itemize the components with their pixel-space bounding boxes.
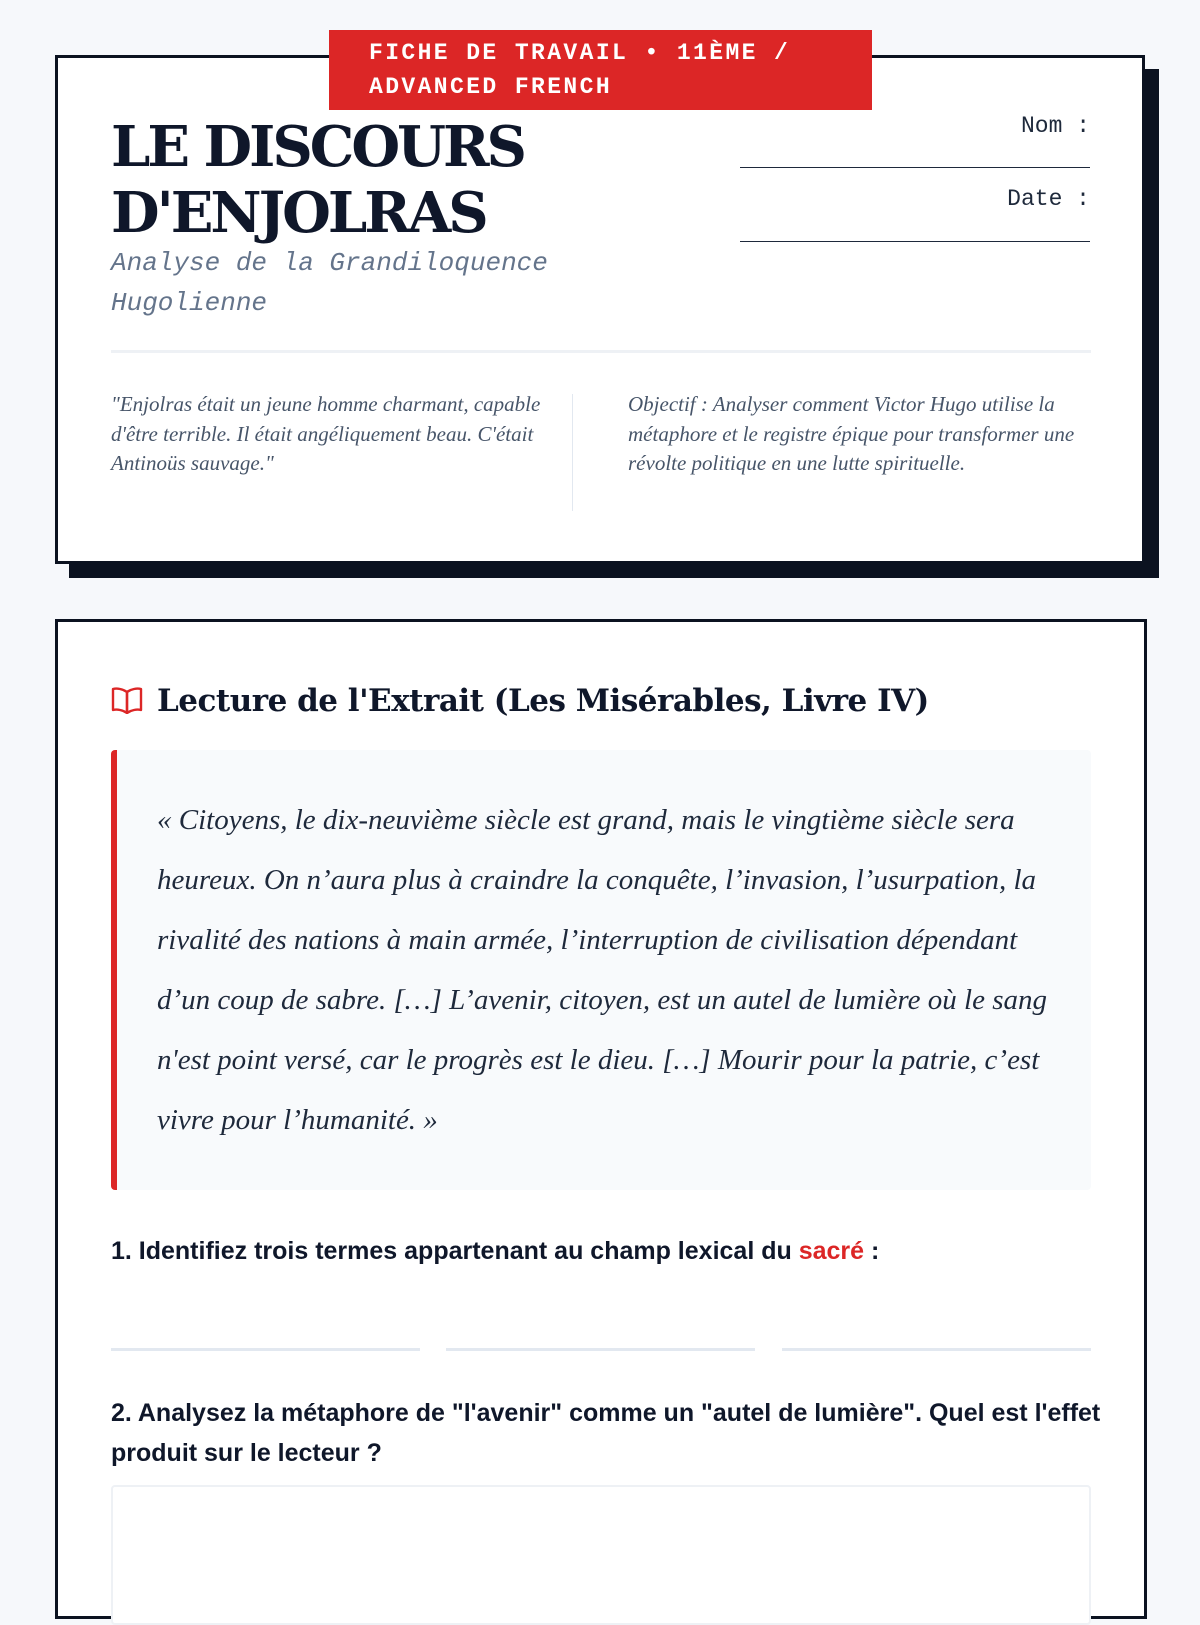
question-1-highlight: sacré [798, 1237, 865, 1265]
page-subtitle: Analyse de la Grandiloquence Hugolienne [111, 248, 548, 318]
book-open-icon [111, 686, 143, 714]
enjolras-quote: "Enjolras était un jeune homme charmant, capable d'être terrible. Il était angéliquement beau. C'était Antinoüs sauvage." [111, 392, 541, 475]
date-field[interactable] [740, 241, 1090, 242]
excerpt-text: « Citoyens, le dix-neuvième siècle est grand, mais le vingtième siècle sera heureux. On n’aura plus à craindre la conquête, l’invasion, l’usurpation, la rivalité des nations à main armée, l’interruption de civilisation dépendant d’un coup de sabre. […] L’avenir, citoyen, est un autel de lumière où le sang n'est point versé, car le progrès est le dieu. […] Mourir pour la patrie, c’est vivre pour l’humanité. » [157, 804, 1047, 1136]
answer-box-2[interactable] [111, 1485, 1091, 1625]
column-divider [572, 394, 573, 511]
page-title: LE DISCOURS D'ENJOLRAS [111, 114, 524, 246]
date-label: Date : [1007, 186, 1090, 212]
question-1 [111, 1234, 879, 1268]
answer-line-2[interactable] [446, 1348, 755, 1351]
objective-text: Objectif : Analyser comment Victor Hugo utilise la métaphore et le registre épique pour transformer une révolte politique en une lutte spirituelle. [628, 392, 1075, 475]
worksheet-tag: FICHE DE TRAVAIL • 11ÈME / ADVANCED FRENCH [329, 30, 872, 110]
answer-line-3[interactable] [782, 1348, 1091, 1351]
name-label: Nom : [1020, 113, 1090, 139]
answer-line-1[interactable] [111, 1348, 420, 1351]
question-1-prefix: 1. Identifiez trois termes appartenant au champ lexical du [111, 1237, 799, 1265]
section-title: Lecture de l'Extrait (Les Misérables, Livre IV) [157, 683, 929, 719]
question-1-suffix: : [864, 1237, 880, 1265]
header-divider [111, 350, 1091, 353]
name-field[interactable] [740, 167, 1090, 168]
question-2: 2. Analysez la métaphore de "l'avenir" comme un "autel de lumière". Quel est l'effet produit sur le lecteur ? [111, 1399, 1101, 1467]
